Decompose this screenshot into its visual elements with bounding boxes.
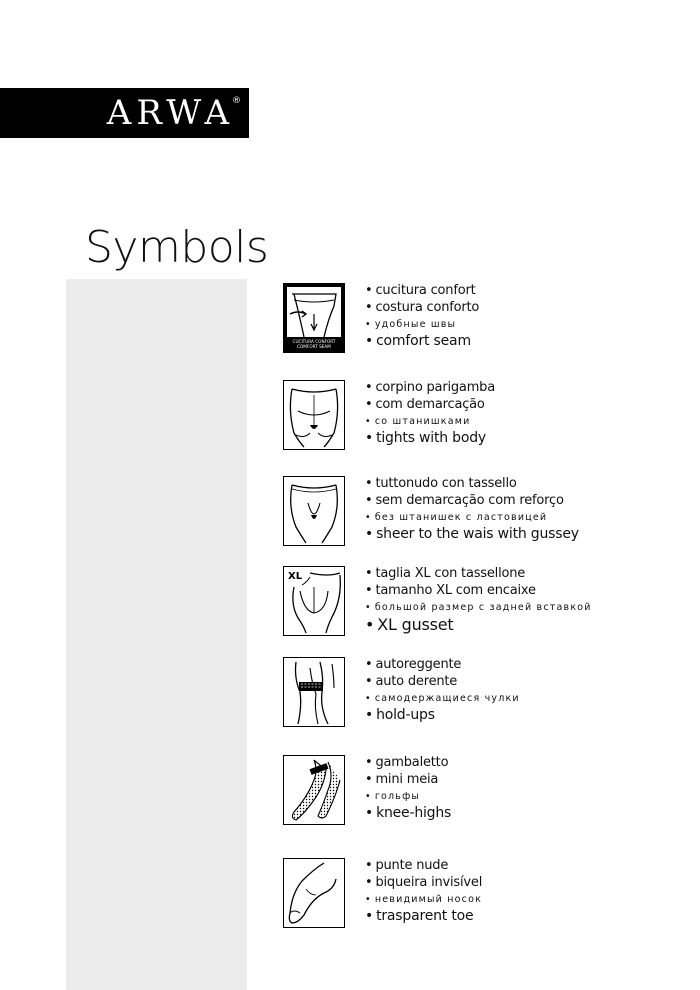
- comfort-seam-icon: [283, 283, 345, 353]
- label-russian: • большой размер с задней вставкой: [365, 599, 592, 616]
- side-panel: [66, 279, 247, 990]
- icon-caption-line-2: COMFORT SEAM: [297, 344, 331, 349]
- label-portuguese: • mini meia: [365, 771, 451, 788]
- label-english: • XL gusset: [365, 616, 592, 633]
- symbol-row-comfort-seam: [283, 283, 693, 355]
- symbol-labels: [365, 754, 451, 822]
- symbol-labels: [365, 379, 495, 447]
- label-portuguese: • tamanho XL com encaixe: [365, 582, 592, 599]
- symbol-row-sheer-to-waist: [283, 476, 693, 548]
- tights-with-body-icon: [283, 380, 345, 450]
- label-portuguese: • com demarcação: [365, 396, 495, 413]
- symbol-labels: [365, 475, 579, 543]
- label-italian: • tuttonudo con tassello: [365, 475, 579, 492]
- label-russian: • самодержащиеся чулки: [365, 690, 520, 707]
- knee-highs-icon: [283, 755, 345, 825]
- label-english: • knee-highs: [365, 805, 451, 822]
- label-russian: • без штанишек с ластовицей: [365, 509, 579, 526]
- symbol-row-hold-ups: [283, 657, 693, 729]
- label-russian: • со штанишками: [365, 413, 495, 430]
- xl-gusset-icon: [283, 566, 345, 636]
- symbol-row-transparent-toe: [283, 858, 693, 930]
- label-italian: • taglia XL con tassellone: [365, 565, 592, 582]
- label-portuguese: • auto derente: [365, 673, 520, 690]
- brand-name: ARWA: [106, 93, 234, 133]
- label-italian: • cucitura confort: [365, 282, 479, 299]
- label-russian: • невидимый носок: [365, 891, 482, 908]
- symbol-labels: [365, 656, 520, 724]
- icon-caption-line-1: CUCITURA CONFORT: [292, 339, 336, 344]
- registered-mark: ®: [232, 96, 241, 106]
- label-italian: • corpino parigamba: [365, 379, 495, 396]
- label-russian: • гольфы: [365, 788, 451, 805]
- sheer-to-waist-icon: [283, 476, 345, 546]
- label-english: • hold-ups: [365, 707, 520, 724]
- label-english: • trasparent toe: [365, 908, 482, 925]
- label-portuguese: • costura conforto: [365, 299, 479, 316]
- icon-caption-xl: XL: [288, 571, 303, 582]
- label-english: • sheer to the wais with gussey: [365, 526, 579, 543]
- symbol-labels: [365, 565, 592, 633]
- page-title: Symbols: [85, 222, 269, 273]
- symbol-row-knee-highs: [283, 755, 693, 827]
- label-italian: • gambaletto: [365, 754, 451, 771]
- label-italian: • punte nude: [365, 857, 482, 874]
- label-portuguese: • sem demarcação com reforço: [365, 492, 579, 509]
- brand-logo: [0, 88, 249, 138]
- label-english: • comfort seam: [365, 333, 479, 350]
- label-portuguese: • biqueira invisível: [365, 874, 482, 891]
- label-russian: • удобные швы: [365, 316, 479, 333]
- transparent-toe-icon: [283, 858, 345, 928]
- label-italian: • autoreggente: [365, 656, 520, 673]
- label-english: • tights with body: [365, 430, 495, 447]
- symbol-labels: [365, 282, 479, 350]
- symbol-labels: [365, 857, 482, 925]
- hold-ups-icon: [283, 657, 345, 727]
- symbol-row-tights-with-body: [283, 380, 693, 452]
- symbol-row-xl-gusset: [283, 566, 693, 638]
